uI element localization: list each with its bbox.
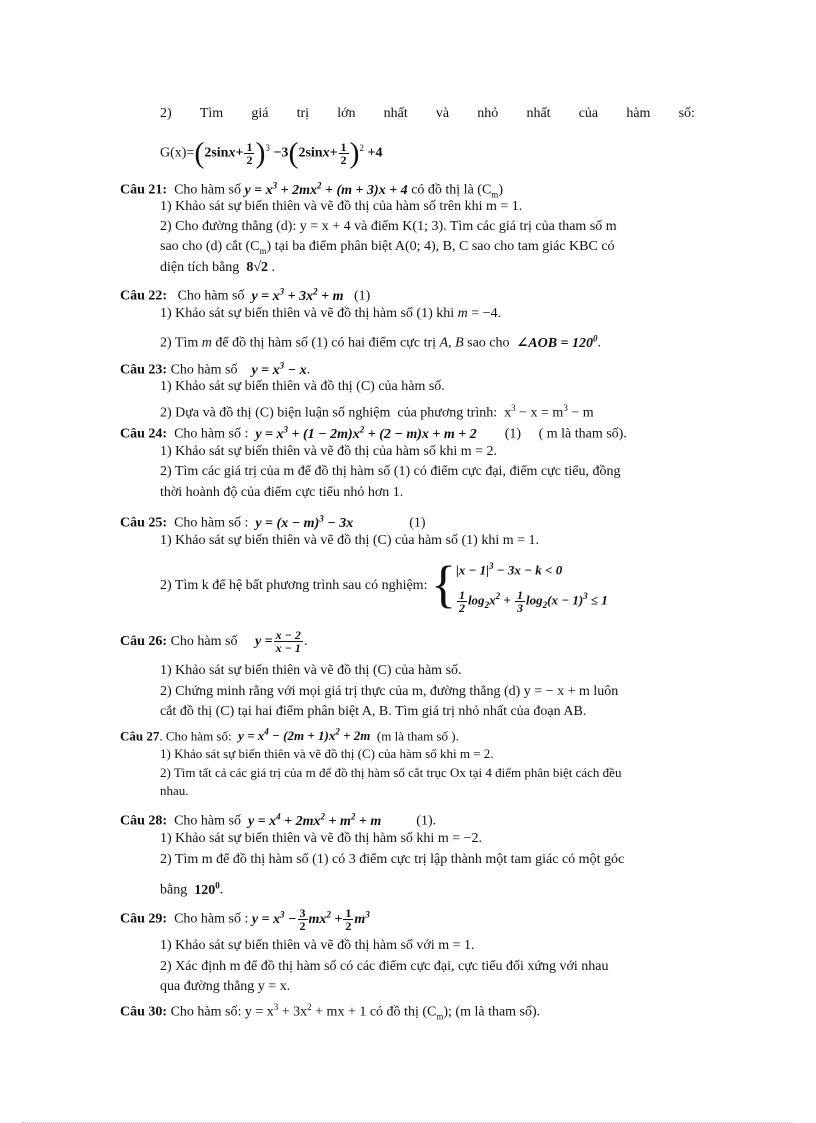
q29-header: Câu 29: Cho hàm số : $y = x^3$ − $\frac{3}{2}$ $mx^2$ + $\frac{1}{2}$ $m^3$ bbox=[120, 905, 370, 933]
q23-header: Câu 23: Cho hàm số $y = x^3 - x$. bbox=[120, 360, 311, 378]
q26-part1: 1) Khảo sát sự biến thiên và vẽ đồ thị (C) của hàm số. bbox=[160, 663, 462, 678]
q28-header: Câu 28: Cho hàm số $y = x^4 + 2mx^2 + m^2 + m$ (1). bbox=[120, 811, 437, 829]
q24-header: Câu 24: Cho hàm số : $y = x^3 + (1 - 2m)x^2 + (2 - m)x + m + 2$ (1) ( m là tham số). bbox=[120, 424, 627, 442]
q27-part2-line2: nhau. bbox=[160, 783, 189, 798]
q26-part2-line2: cắt đồ thị (C) tại hai điểm phân biệt A, B. Tìm giá trị nhỏ nhất của đoạn AB. bbox=[160, 704, 587, 719]
q22-header: Câu 22: Cho hàm số $y = x^3 + 3x^2 + m$ (1) bbox=[120, 286, 371, 304]
q28-part2-line1: 2) Tìm m để đồ thị hàm số (1) có 3 điểm cực trị lập thành một tam giác có một góc bbox=[160, 852, 625, 867]
q29-part1: 1) Khảo sát sự biến thiên và vẽ đồ thị hàm số với m = 1. bbox=[160, 938, 475, 953]
q23-part1: 1) Khảo sát sự biến thiên và đồ thị (C) của hàm số. bbox=[160, 379, 445, 394]
q24-part2-line2: thời hoành độ của điểm cực tiểu nhỏ hơn 1. bbox=[160, 485, 404, 500]
q22-part1: 1) Khảo sát sự biến thiên và vẽ đồ thị hàm số (1) khi m = −4. bbox=[160, 306, 502, 321]
q28-part1: 1) Khảo sát sự biến thiên và vẽ đồ thị hàm số khi m = −2. bbox=[160, 831, 482, 846]
q24-part1: 1) Khảo sát sự biến thiên và vẽ đồ thị của hàm số khi m = 2. bbox=[160, 444, 498, 459]
q25-header: Câu 25: Cho hàm số : $y = (x - m)^3 - 3x$ (1) bbox=[120, 513, 426, 531]
q25-part1: 1) Khảo sát sự biến thiên và vẽ đồ thị (C) của hàm số (1) khi m = 1. bbox=[160, 533, 540, 548]
q28-part2-line2: bằng $120^0$. bbox=[160, 880, 224, 898]
q29-part2-line1: 2) Xác định m để đồ thị hàm số có các điểm cực đại, cực tiểu đối xứng với nhau bbox=[160, 959, 609, 974]
q21-part2-line3: diện tích bằng 8√2 . bbox=[160, 260, 275, 275]
q21-part1: 1) Khảo sát sự biến thiên và vẽ đồ thị của hàm số trên khi m = 1. bbox=[160, 199, 523, 214]
q20-formula: G(x)=(2sinx+ $\frac{1}{2}$ )$^3$ −3(2sinx+ $\frac{1}{2}$ )$^2$ +4 bbox=[160, 136, 383, 170]
q29-part2-line2: qua đường thẳng y = x. bbox=[160, 979, 291, 994]
q23-part2: 2) Dựa và đồ thị (C) biện luận số nghiệm của phương trình: $x^3 - x = m^3 - m$ bbox=[160, 403, 594, 421]
q24-part2-line1: 2) Tìm các giá trị của m để đồ thị hàm số (1) có điểm cực đại, điểm cực tiểu, đồng bbox=[160, 464, 621, 479]
q30-header: Câu 30: Cho hàm số: $y = x^3 + 3x^2$ + mx + 1 có đồ thị $(C_m)$; (m là tham số). bbox=[120, 1002, 541, 1022]
q21-part2-line1: 2) Cho đường thẳng (d): y = x + 4 và điểm K(1; 3). Tìm các giá trị của tham số m bbox=[160, 219, 617, 234]
q22-part2: 2) Tìm m để đồ thị hàm số (1) có hai điểm cực trị A, B sao cho ∠AOB = $120^0$. bbox=[160, 333, 602, 351]
q27-part1: 1) Khảo sát sự biến thiên và vẽ đồ thị (C) của hàm số khi m = 2. bbox=[160, 746, 494, 761]
q25-part2: 2) Tìm k để hệ bất phương trình sau có nghiệm: { $|x - 1|^3 - 3x - k < 0$ $\frac{1}{2}$ $\log_2x^2$ + $\frac{1}{3}$ $\log_2(x - 1)^3 \le 1$ bbox=[160, 556, 608, 616]
q26-part2-line1: 2) Chứng minh rằng với mọi giá trị thực của m, đường thẳng (d) y = − x + m luôn bbox=[160, 684, 619, 699]
q20-part2-line: 2) Tìm giá trị lớn nhất và nhỏ nhất của hàm số: bbox=[160, 106, 695, 121]
q21-part2-line2: sao cho (d) cắt $(C_m)$ tại ba điểm phân biệt A(0; 4), B, C sao cho tam giác KBC có bbox=[160, 239, 615, 256]
q21-header: Câu 21: Cho hàm số $y = x^3 + 2mx^2 + (m + 3)x + 4$ có đồ thị là $(C_m)$ bbox=[120, 180, 503, 200]
q26-header: Câu 26: Cho hàm số y = $\frac{x - 2}{x - 1}$ . bbox=[120, 628, 308, 656]
q27-header: Câu 27. Cho hàm số: $y = x^4 - (2m + 1)x^2 + 2m$ (m là tham số ). bbox=[120, 727, 459, 744]
q27-part2-line1: 2) Tìm tất cả các giá trị của m để đồ thị hàm số cắt trục Ox tại 4 điểm phân biệt cách đều bbox=[160, 765, 622, 780]
